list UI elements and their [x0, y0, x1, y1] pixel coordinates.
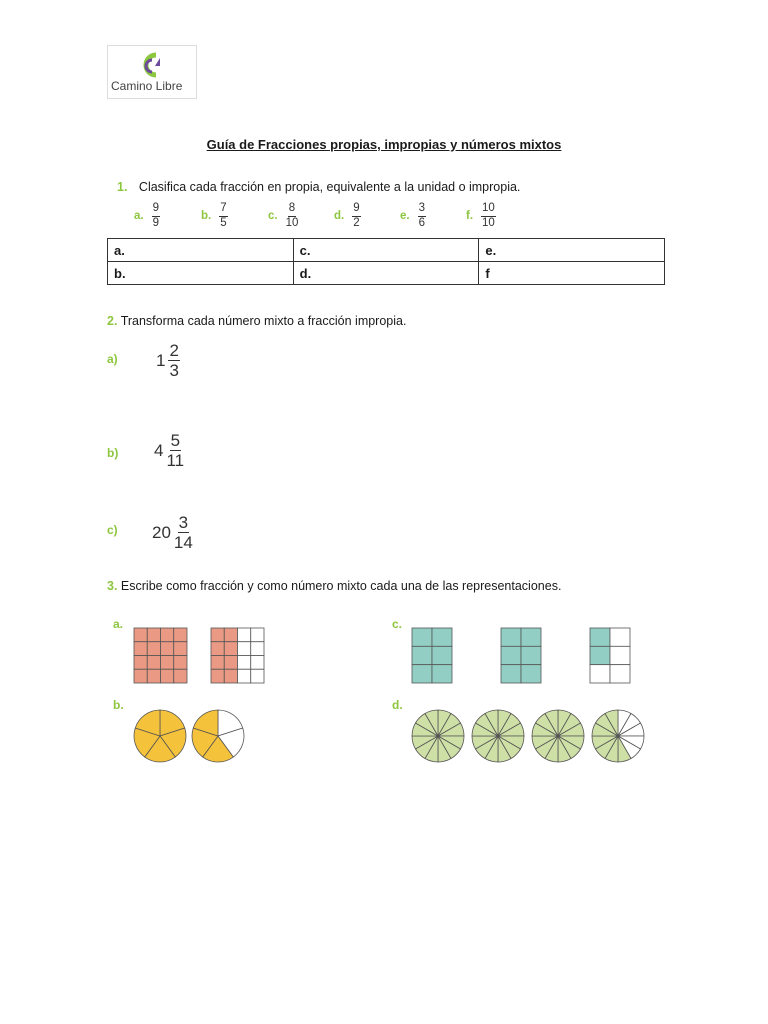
denominator: 14 — [173, 533, 193, 552]
q1-fraction-label: f. — [466, 210, 474, 222]
denominator: 3 — [169, 361, 179, 380]
q3-figure-label: c. — [392, 617, 403, 631]
answer-cell[interactable]: e. — [479, 239, 665, 262]
rect-part — [610, 628, 630, 646]
numerator: 10 — [481, 203, 496, 217]
numerator: 3 — [178, 513, 189, 532]
grid-cell — [211, 669, 224, 683]
grid-cell — [224, 656, 237, 670]
rect-part — [432, 646, 452, 664]
rect-part — [412, 628, 432, 646]
denominator: 2 — [353, 216, 360, 229]
grid-cell — [251, 669, 264, 683]
rect-part — [432, 665, 452, 683]
grid-cell — [238, 656, 251, 670]
rect-part — [521, 665, 541, 683]
grid-cell — [174, 669, 187, 683]
rect-part — [412, 665, 432, 683]
denominator: 10 — [285, 216, 299, 229]
grid-cell — [134, 656, 147, 670]
grid-cell — [224, 669, 237, 683]
q1-fraction-label: e. — [400, 210, 410, 222]
q3-text: Escribe como fracción y como número mixto cada una de las representaciones. — [120, 579, 562, 593]
q3-figure-label: a. — [113, 617, 124, 631]
denominator: 6 — [418, 216, 425, 229]
grid-cell — [147, 669, 160, 683]
answer-cell[interactable]: f — [479, 262, 665, 285]
rect-part — [521, 628, 541, 646]
q1-fraction-label: b. — [201, 210, 212, 222]
whole-part: 4 — [154, 440, 164, 460]
numerator: 3 — [418, 203, 426, 217]
grid-cell — [134, 642, 147, 656]
rect-part — [501, 665, 521, 683]
grid-cell — [161, 656, 174, 670]
q2-item-label: a) — [107, 352, 118, 366]
q2-text: Transforma cada número mixto a fracción impropia. — [120, 314, 407, 328]
grid-cell — [238, 669, 251, 683]
rect-part — [610, 646, 630, 664]
grid-cell — [224, 628, 237, 642]
q3-number: 3. — [107, 579, 118, 593]
grid-cell — [174, 656, 187, 670]
q1-fraction-label: c. — [268, 210, 278, 222]
answer-cell[interactable]: a. — [108, 239, 294, 262]
page-title: Guía de Fracciones propias, impropias y números mixtos — [206, 137, 562, 152]
rect-part — [412, 646, 432, 664]
grid-cell — [174, 628, 187, 642]
grid-cell — [251, 628, 264, 642]
answer-cell[interactable]: b. — [108, 262, 294, 285]
numerator: 8 — [288, 203, 296, 217]
q3-figure-label: b. — [113, 698, 124, 712]
grid-cell — [147, 656, 160, 670]
rect-part — [590, 646, 610, 664]
grid-cell — [161, 669, 174, 683]
rect-part — [521, 646, 541, 664]
grid-cell — [238, 628, 251, 642]
q1-text: Clasifica cada fracción en propia, equivalente a la unidad o impropia. — [138, 180, 521, 194]
grid-cell — [251, 642, 264, 656]
grid-cell — [211, 642, 224, 656]
answer-cell[interactable]: d. — [293, 262, 479, 285]
rect-part — [501, 646, 521, 664]
q1-fraction-label: d. — [334, 210, 345, 222]
grid-cell — [211, 656, 224, 670]
numerator: 9 — [352, 203, 360, 217]
rect-part — [610, 665, 630, 683]
grid-cell — [134, 669, 147, 683]
grid-cell — [147, 628, 160, 642]
denominator: 9 — [152, 216, 159, 229]
grid-cell — [224, 642, 237, 656]
denominator: 5 — [220, 216, 227, 229]
logo-text: Camino Libre — [111, 79, 183, 93]
q1-fraction-label: a. — [134, 210, 144, 222]
grid-cell — [251, 656, 264, 670]
numerator: 2 — [169, 341, 179, 360]
whole-part: 20 — [152, 522, 171, 542]
q2-number: 2. — [107, 314, 118, 328]
rect-part — [590, 665, 610, 683]
rect-part — [590, 628, 610, 646]
denominator: 10 — [482, 216, 495, 229]
whole-part: 1 — [156, 350, 166, 370]
numerator: 9 — [152, 203, 160, 217]
q2-item-label: c) — [107, 523, 118, 537]
grid-cell — [238, 642, 251, 656]
rect-part — [432, 628, 452, 646]
q3-figure-label: d. — [392, 698, 403, 712]
grid-cell — [211, 628, 224, 642]
grid-cell — [147, 642, 160, 656]
q2-item-label: b) — [107, 446, 119, 460]
grid-cell — [161, 642, 174, 656]
answer-cell[interactable]: c. — [293, 239, 479, 262]
numerator: 5 — [170, 431, 181, 450]
rect-part — [501, 628, 521, 646]
q1-number: 1. — [117, 180, 128, 194]
grid-cell — [174, 642, 187, 656]
grid-cell — [161, 628, 174, 642]
denominator: 11 — [166, 451, 185, 470]
numerator: 7 — [219, 203, 227, 217]
grid-cell — [134, 628, 147, 642]
